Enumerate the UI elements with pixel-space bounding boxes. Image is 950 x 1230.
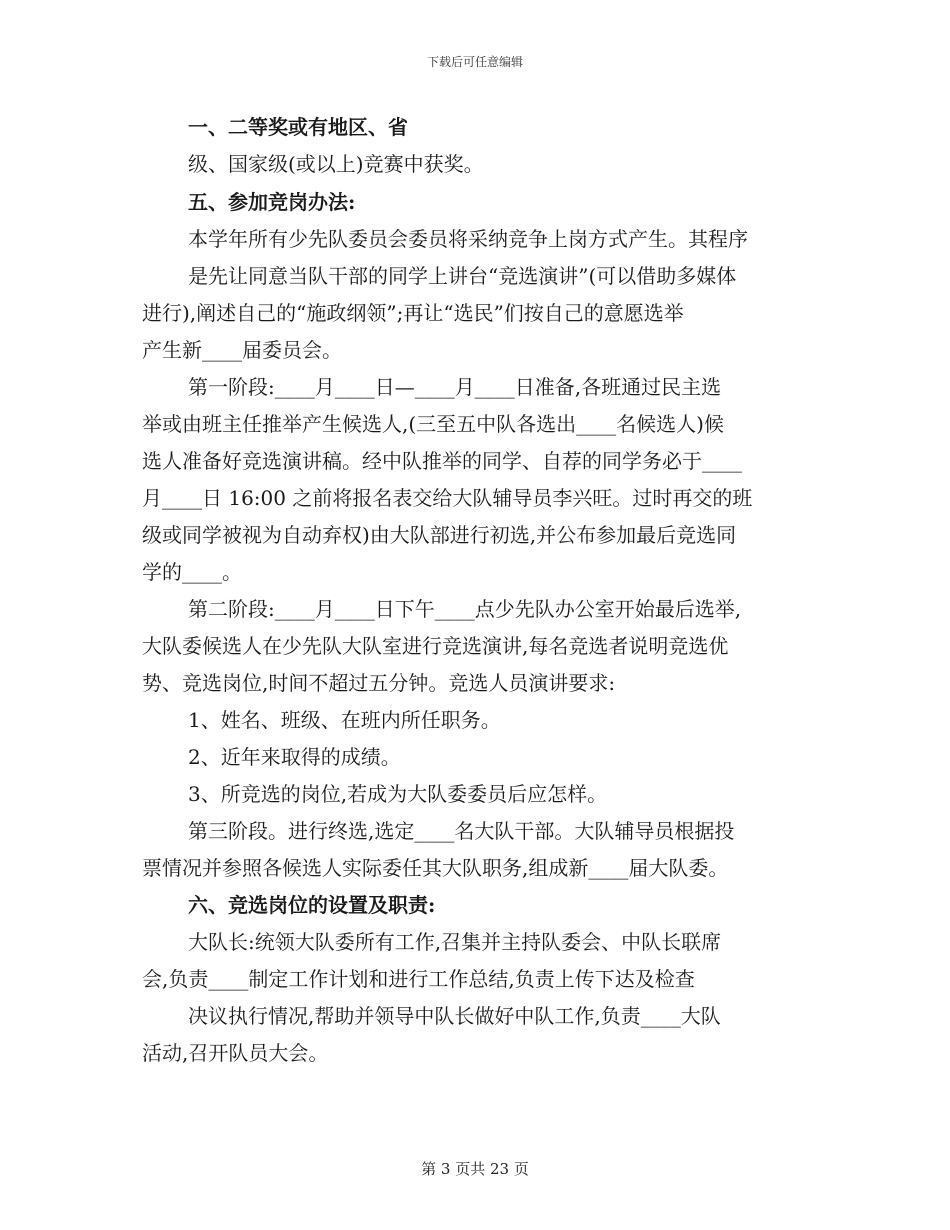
text-line: 进行),阐述自己的“施政纲领”;再让“选民”们按自己的意愿选举 bbox=[142, 301, 684, 325]
text-line: 级、国家级(或以上)竞赛中获奖。 bbox=[188, 152, 484, 176]
page-footer: 第 3 页共 23 页 bbox=[421, 1160, 529, 1178]
text-line: 活动,召开队员大会。 bbox=[142, 1041, 329, 1065]
list-item: 2、近年来取得的成绩。 bbox=[188, 745, 401, 769]
text-line: 举或由班主任推举产生候选人,(三至五中队各选出____名候选人)候 bbox=[142, 412, 724, 436]
text-line: 学的____。 bbox=[142, 560, 242, 584]
list-item: 3、所竞选的岗位,若成为大队委委员后应怎样。 bbox=[188, 782, 608, 806]
text-line: 一、二等奖或有地区、省 bbox=[188, 115, 408, 139]
section-heading: 五、参加竞岗办法: bbox=[188, 190, 356, 214]
text-line: 是先让同意当队干部的同学上讲台“竞选演讲”(可以借助多媒体 bbox=[188, 264, 737, 288]
page-header: 下载后可任意编辑 bbox=[426, 55, 523, 69]
text-line: 决议执行情况,帮助并领导中队长做好中队工作,负责____大队 bbox=[188, 1004, 721, 1028]
list-item: 1、姓名、班级、在班内所任职务。 bbox=[188, 708, 501, 732]
text-line: 会,负责____制定工作计划和进行工作总结,负责上传下达及检查 bbox=[142, 967, 695, 991]
text-line: 级或同学被视为自动弃权)由大队部进行初选,并公布参加最后竞选同 bbox=[142, 523, 737, 547]
text-line: 选人准备好竞选演讲稿。经中队推举的同学、自荐的同学务必于____ bbox=[142, 449, 742, 473]
text-line: 大队长:统领大队委所有工作,召集并主持队委会、中队长联席 bbox=[188, 930, 722, 954]
section-heading: 六、竞选岗位的设置及职责: bbox=[188, 893, 436, 917]
text-line: 大队委候选人在少先队大队室进行竞选演讲,每名竞选者说明竞选优 bbox=[142, 634, 729, 658]
text-line: 本学年所有少先队委员会委员将采纳竞争上岗方式产生。其程序 bbox=[188, 227, 748, 251]
text-line: 势、竞选岗位,时间不超过五分钟。竞选人员演讲要求: bbox=[142, 671, 616, 695]
text-line: 票情况并参照各候选人实际委任其大队职务,组成新____届大队委。 bbox=[142, 856, 729, 880]
text-line: 第三阶段。进行终选,选定____名大队干部。大队辅导员根据投 bbox=[188, 819, 735, 843]
text-line: 产生新____届委员会。 bbox=[142, 338, 342, 362]
text-line: 第一阶段:____月____日—____月____日准备,各班通过民主选 bbox=[188, 375, 722, 399]
text-line: 第二阶段:____月____日下午____点少先队办公室开始最后选举, bbox=[188, 597, 742, 621]
text-line: 月____日 16:00 之前将报名表交给大队辅导员李兴旺。过时再交的班 bbox=[142, 486, 753, 510]
